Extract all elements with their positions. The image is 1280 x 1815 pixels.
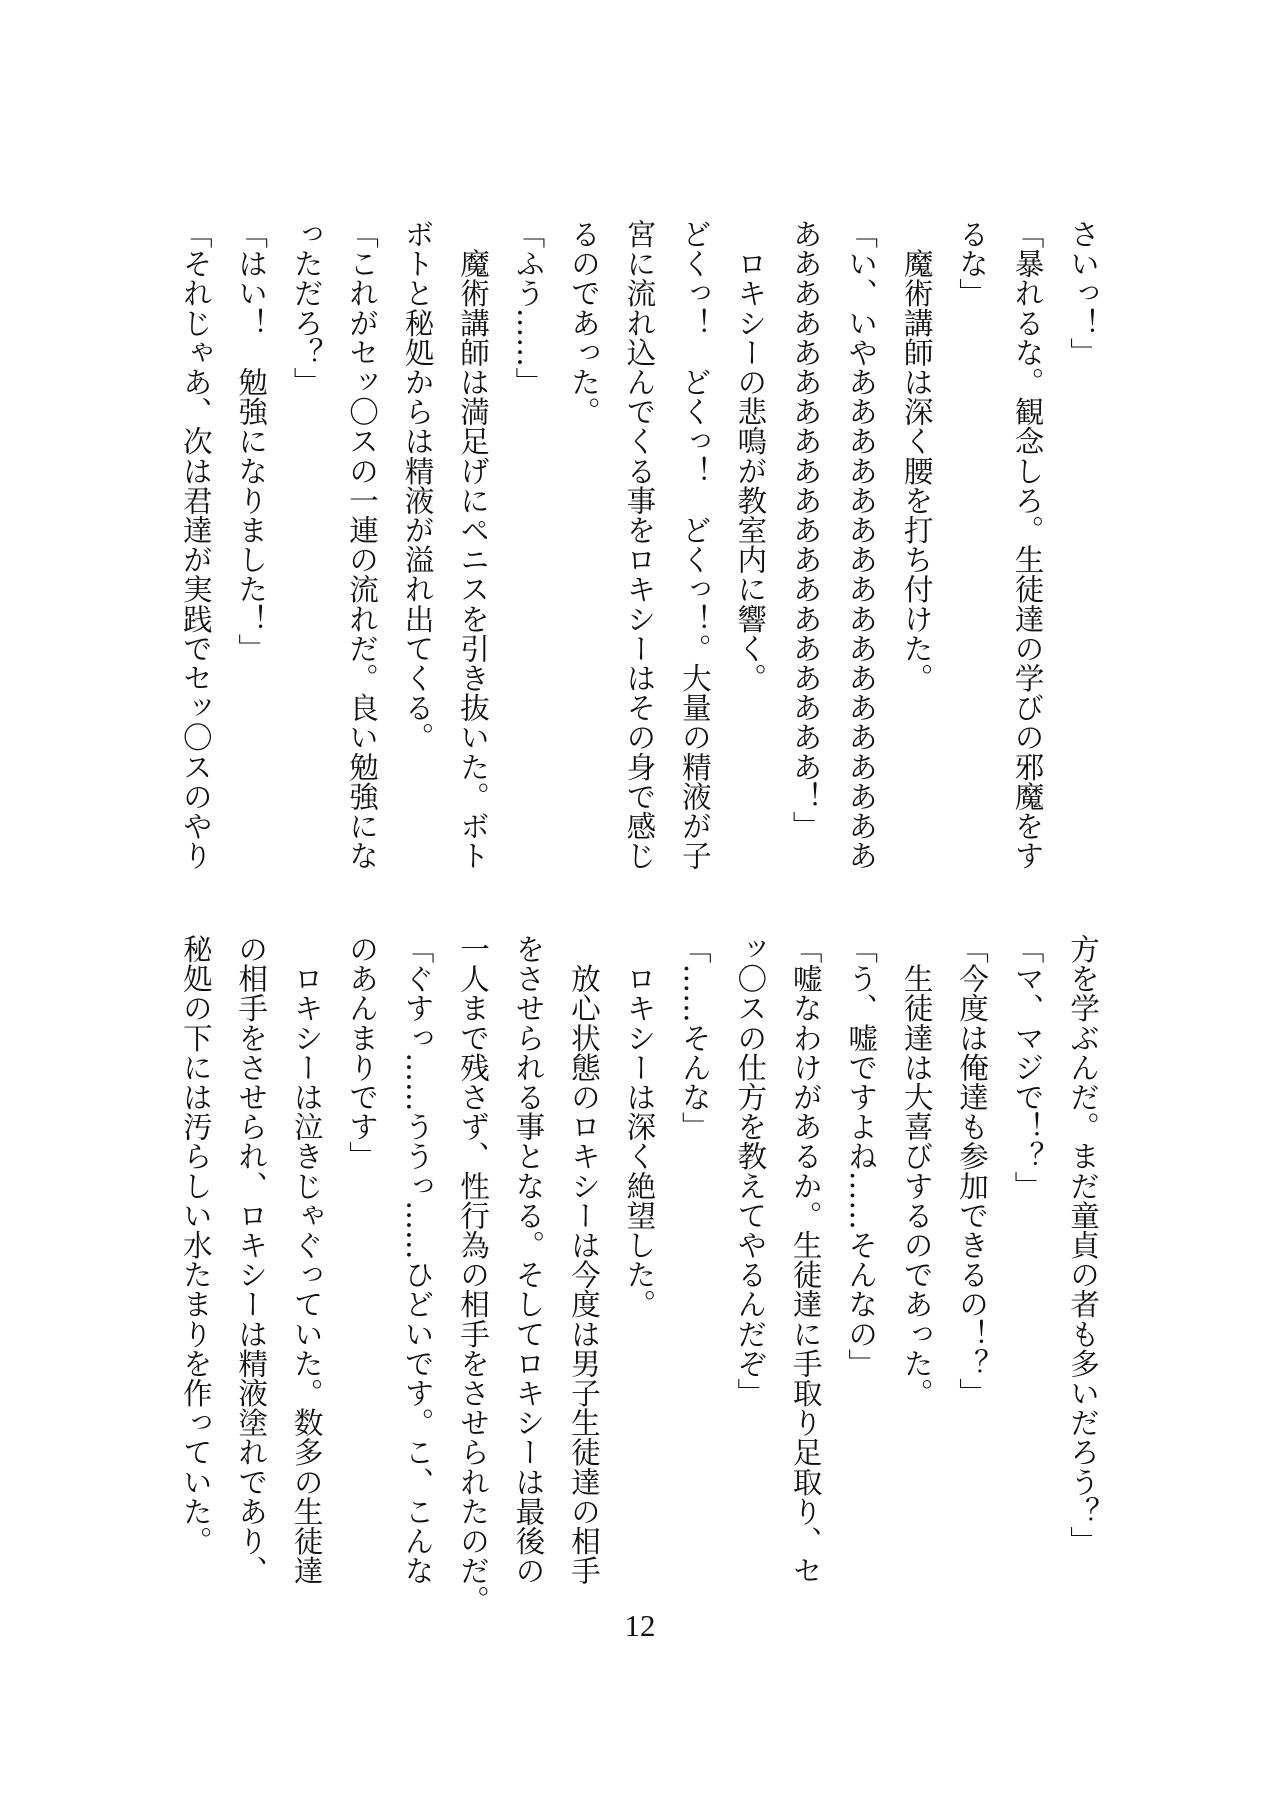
text-line: をさせられる事となる。そしてロキシーは最後の [511, 934, 546, 1586]
text-line: の相手をさせられ、ロキシーは精液塗れであり、 [234, 934, 269, 1586]
text-line: 「今度は俺達も参加できるの！？」 [955, 934, 990, 1408]
text-line: 放心状態のロキシーは今度は男子生徒達の相手 [566, 934, 601, 1586]
text-line: るのであった。 [566, 219, 601, 427]
text-line: ロキシーは深く絶望した。 [622, 934, 657, 1319]
text-line: 「暴れるな。観念しろ。生徒達の学びの邪魔をす [1010, 219, 1045, 871]
text-line: 「い、いやあああああああああああああああああ [844, 219, 879, 871]
page-number: 12 [624, 1608, 656, 1643]
text-line: 「ふう……」 [511, 219, 546, 397]
text-line: 「はい！ 勉強になりました！」 [234, 219, 269, 663]
text-line: 魔術講師は深く腰を打ち付けた。 [899, 219, 934, 693]
text-line: ロキシーの悲鳴が教室内に響く。 [733, 219, 768, 693]
text-line: 「それじゃあ、次は君達が実践でセッ〇スのやり [178, 219, 213, 871]
text-line: 「嘘なわけがあるか。生徒達に手取り足取り、セ [788, 934, 823, 1586]
text-line: ボトと秘処からは精液が溢れ出てくる。 [400, 219, 435, 752]
text-line: さいっ！」 [1066, 219, 1100, 367]
text-line: のあんまりです」 [345, 934, 380, 1171]
text-line: 「マ、マジで！？」 [1010, 934, 1045, 1201]
text-block-upper [167, 219, 1110, 879]
text-line: るな」 [955, 219, 990, 308]
text-block-lower [167, 934, 1110, 1615]
text-line: 「……そんな」 [677, 934, 712, 1142]
text-line: 「これがセッ〇スの一連の流れだ。良い勉強にな [345, 219, 380, 871]
text-line: 「う、嘘ですよね……そんなの」 [844, 934, 879, 1378]
text-line: 「ぐすっ……ううっ……ひどいです。こ、こんな [400, 934, 435, 1586]
text-line: ッ〇スの仕方を教えてやるんだぞ」 [733, 934, 768, 1408]
text-line: 秘処の下には汚らしい水たまりを作っていた。 [178, 934, 213, 1556]
text-line: 生徒達は大喜びするのであった。 [899, 934, 934, 1408]
text-line: 魔術講師は満足げにペニスを引き抜いた。ボト [456, 219, 491, 871]
text-line: どくっ！ どくっ！ どくっ！。大量の精液が子 [677, 219, 712, 871]
text-line: ロキシーは泣きじゃぐっていた。数多の生徒達 [289, 934, 324, 1586]
text-line: っただろ？」 [289, 219, 324, 397]
text-line: 一人まで残さず、性行為の相手をさせられたのだ。 [456, 934, 491, 1615]
text-line: あああああああああああああああああああ！」 [788, 219, 823, 841]
text-line: 方を学ぶんだ。まだ童貞の者も多いだろう？」 [1066, 934, 1100, 1556]
text-line: 宮に流れ込んでくる事をロキシーはその身で感じ [622, 219, 657, 871]
